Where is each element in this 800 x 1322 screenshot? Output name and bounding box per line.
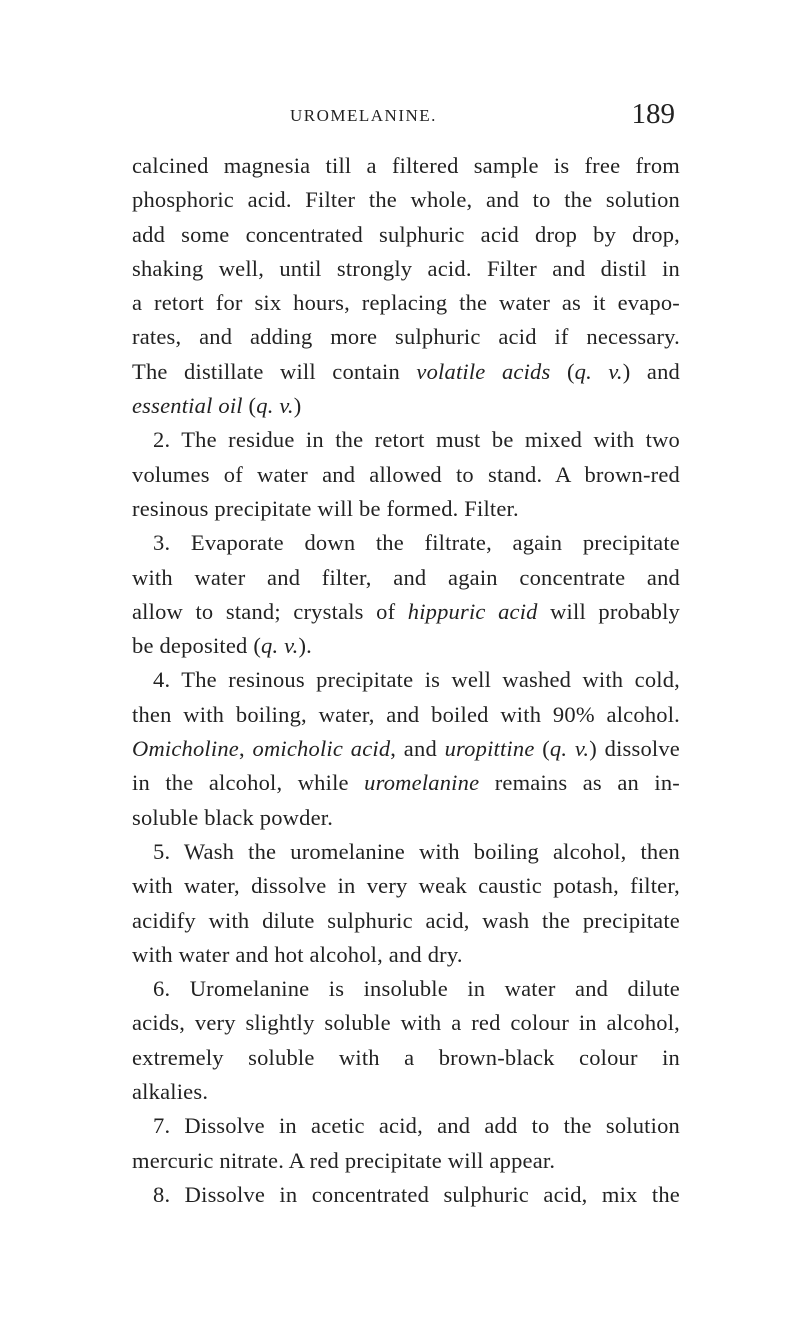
text-segment: phosphoric acid. Filter the whole, and to the solution — [132, 187, 680, 213]
text-line — [132, 149, 680, 183]
text-line — [132, 698, 680, 732]
text-line — [132, 732, 680, 766]
text-segment: volumes of water and allowed to stand. A brown-red — [132, 461, 680, 487]
text-line — [132, 1144, 680, 1178]
text-line — [132, 561, 680, 595]
text-segment: ( — [242, 393, 257, 419]
text-line — [132, 218, 680, 252]
text-segment: The distillate will contain — [132, 358, 417, 384]
italic-term: Omicholine — [132, 736, 239, 762]
text-line — [132, 766, 680, 800]
text-line — [132, 355, 680, 389]
text-segment: acids, very slightly soluble with a red colour in alcohol, — [132, 1010, 680, 1036]
text-segment: 7. Dissolve in acetic acid, and add to the solution — [153, 1113, 680, 1139]
text-segment: with water, dissolve in very weak caustic potash, filter, — [132, 873, 680, 899]
italic-term: volatile acids — [416, 358, 551, 384]
page-number: 189 — [631, 98, 675, 130]
text-line — [132, 320, 680, 354]
text-segment: 6. Uromelanine is insoluble in water and dilute — [153, 976, 680, 1002]
text-segment: then with boiling, water, and boiled with 90% alcohol. — [132, 701, 680, 727]
text-segment: ) and — [622, 358, 680, 384]
text-segment: calcined magnesia till a filtered sample is free from — [132, 153, 680, 178]
text-segment: in the alcohol, while — [132, 770, 365, 796]
text-line — [132, 904, 680, 938]
italic-term: q. v. — [549, 736, 590, 762]
text-segment: ( — [550, 358, 575, 384]
text-line — [132, 183, 680, 217]
text-segment: alkalies. — [132, 1079, 209, 1105]
italic-term: essential oil — [132, 393, 243, 419]
text-segment: soluble black powder. — [132, 804, 334, 830]
text-segment: remains as an in- — [479, 770, 680, 796]
text-segment: rates, and adding more sulphuric acid if necessary. — [132, 324, 680, 350]
body-text — [132, 149, 680, 1212]
text-line — [132, 972, 680, 1006]
text-segment: mercuric nitrate. A red precipitate will appear. — [132, 1147, 556, 1173]
text-segment: resinous precipitate will be formed. Filter. — [132, 495, 519, 521]
text-segment: 5. Wash the uromelanine with boiling alcohol, then — [153, 838, 680, 864]
text-line — [132, 629, 680, 663]
text-segment: acidify with dilute sulphuric acid, wash the precipitate — [132, 907, 680, 933]
text-line — [132, 663, 680, 697]
text-segment: 3. Evaporate down the filtrate, again precipitate — [153, 530, 680, 556]
text-segment: allow to stand; crystals of — [132, 598, 408, 624]
italic-term: q. v. — [256, 393, 294, 419]
text-line — [132, 595, 680, 629]
text-line — [132, 252, 680, 286]
running-title: UROMELANINE. — [290, 106, 437, 125]
text-segment: ) dissolve — [589, 736, 680, 762]
text-segment: with water and filter, and again concentrate and — [132, 564, 680, 590]
text-line — [132, 1109, 680, 1143]
italic-term: uropittine — [444, 736, 535, 762]
text-segment: ). — [298, 633, 312, 659]
text-line — [132, 801, 680, 835]
text-segment: , — [238, 736, 253, 762]
text-line — [132, 835, 680, 869]
text-line — [132, 526, 680, 560]
text-segment: extremely soluble with a brown-black colour in — [132, 1044, 680, 1070]
text-line — [132, 1178, 680, 1212]
text-segment: shaking well, until strongly acid. Filter and distil in — [132, 255, 680, 281]
text-segment: ) — [293, 393, 302, 419]
text-segment: 2. The residue in the retort must be mixed with two — [153, 427, 680, 453]
text-line — [132, 938, 680, 972]
italic-term: q. v. — [261, 633, 299, 659]
text-segment: 4. The resinous precipitate is well washed with cold, — [153, 667, 680, 693]
text-line — [132, 1041, 680, 1075]
text-segment: 8. Dissolve in concentrated sulphuric acid, mix the — [153, 1181, 680, 1207]
italic-term: omicholic acid — [252, 736, 391, 762]
text-line — [132, 1006, 680, 1040]
text-line — [132, 1075, 680, 1109]
text-line — [132, 286, 680, 320]
text-segment: a retort for six hours, replacing the water as it evapo- — [132, 290, 680, 316]
italic-term: q. v. — [574, 358, 623, 384]
text-line — [132, 389, 680, 423]
text-line — [132, 869, 680, 903]
italic-term: uromelanine — [364, 770, 480, 796]
text-segment: will probably — [537, 598, 680, 624]
text-segment: add some concentrated sulphuric acid drop by drop, — [132, 221, 680, 247]
text-segment: with water and hot alcohol, and dry. — [132, 941, 463, 967]
text-line — [132, 458, 680, 492]
text-segment: be deposited ( — [132, 633, 262, 659]
italic-term: hippuric acid — [407, 598, 538, 624]
text-line — [132, 492, 680, 526]
text-segment: ( — [534, 736, 550, 762]
text-segment: , and — [390, 736, 445, 762]
text-line — [132, 423, 680, 457]
